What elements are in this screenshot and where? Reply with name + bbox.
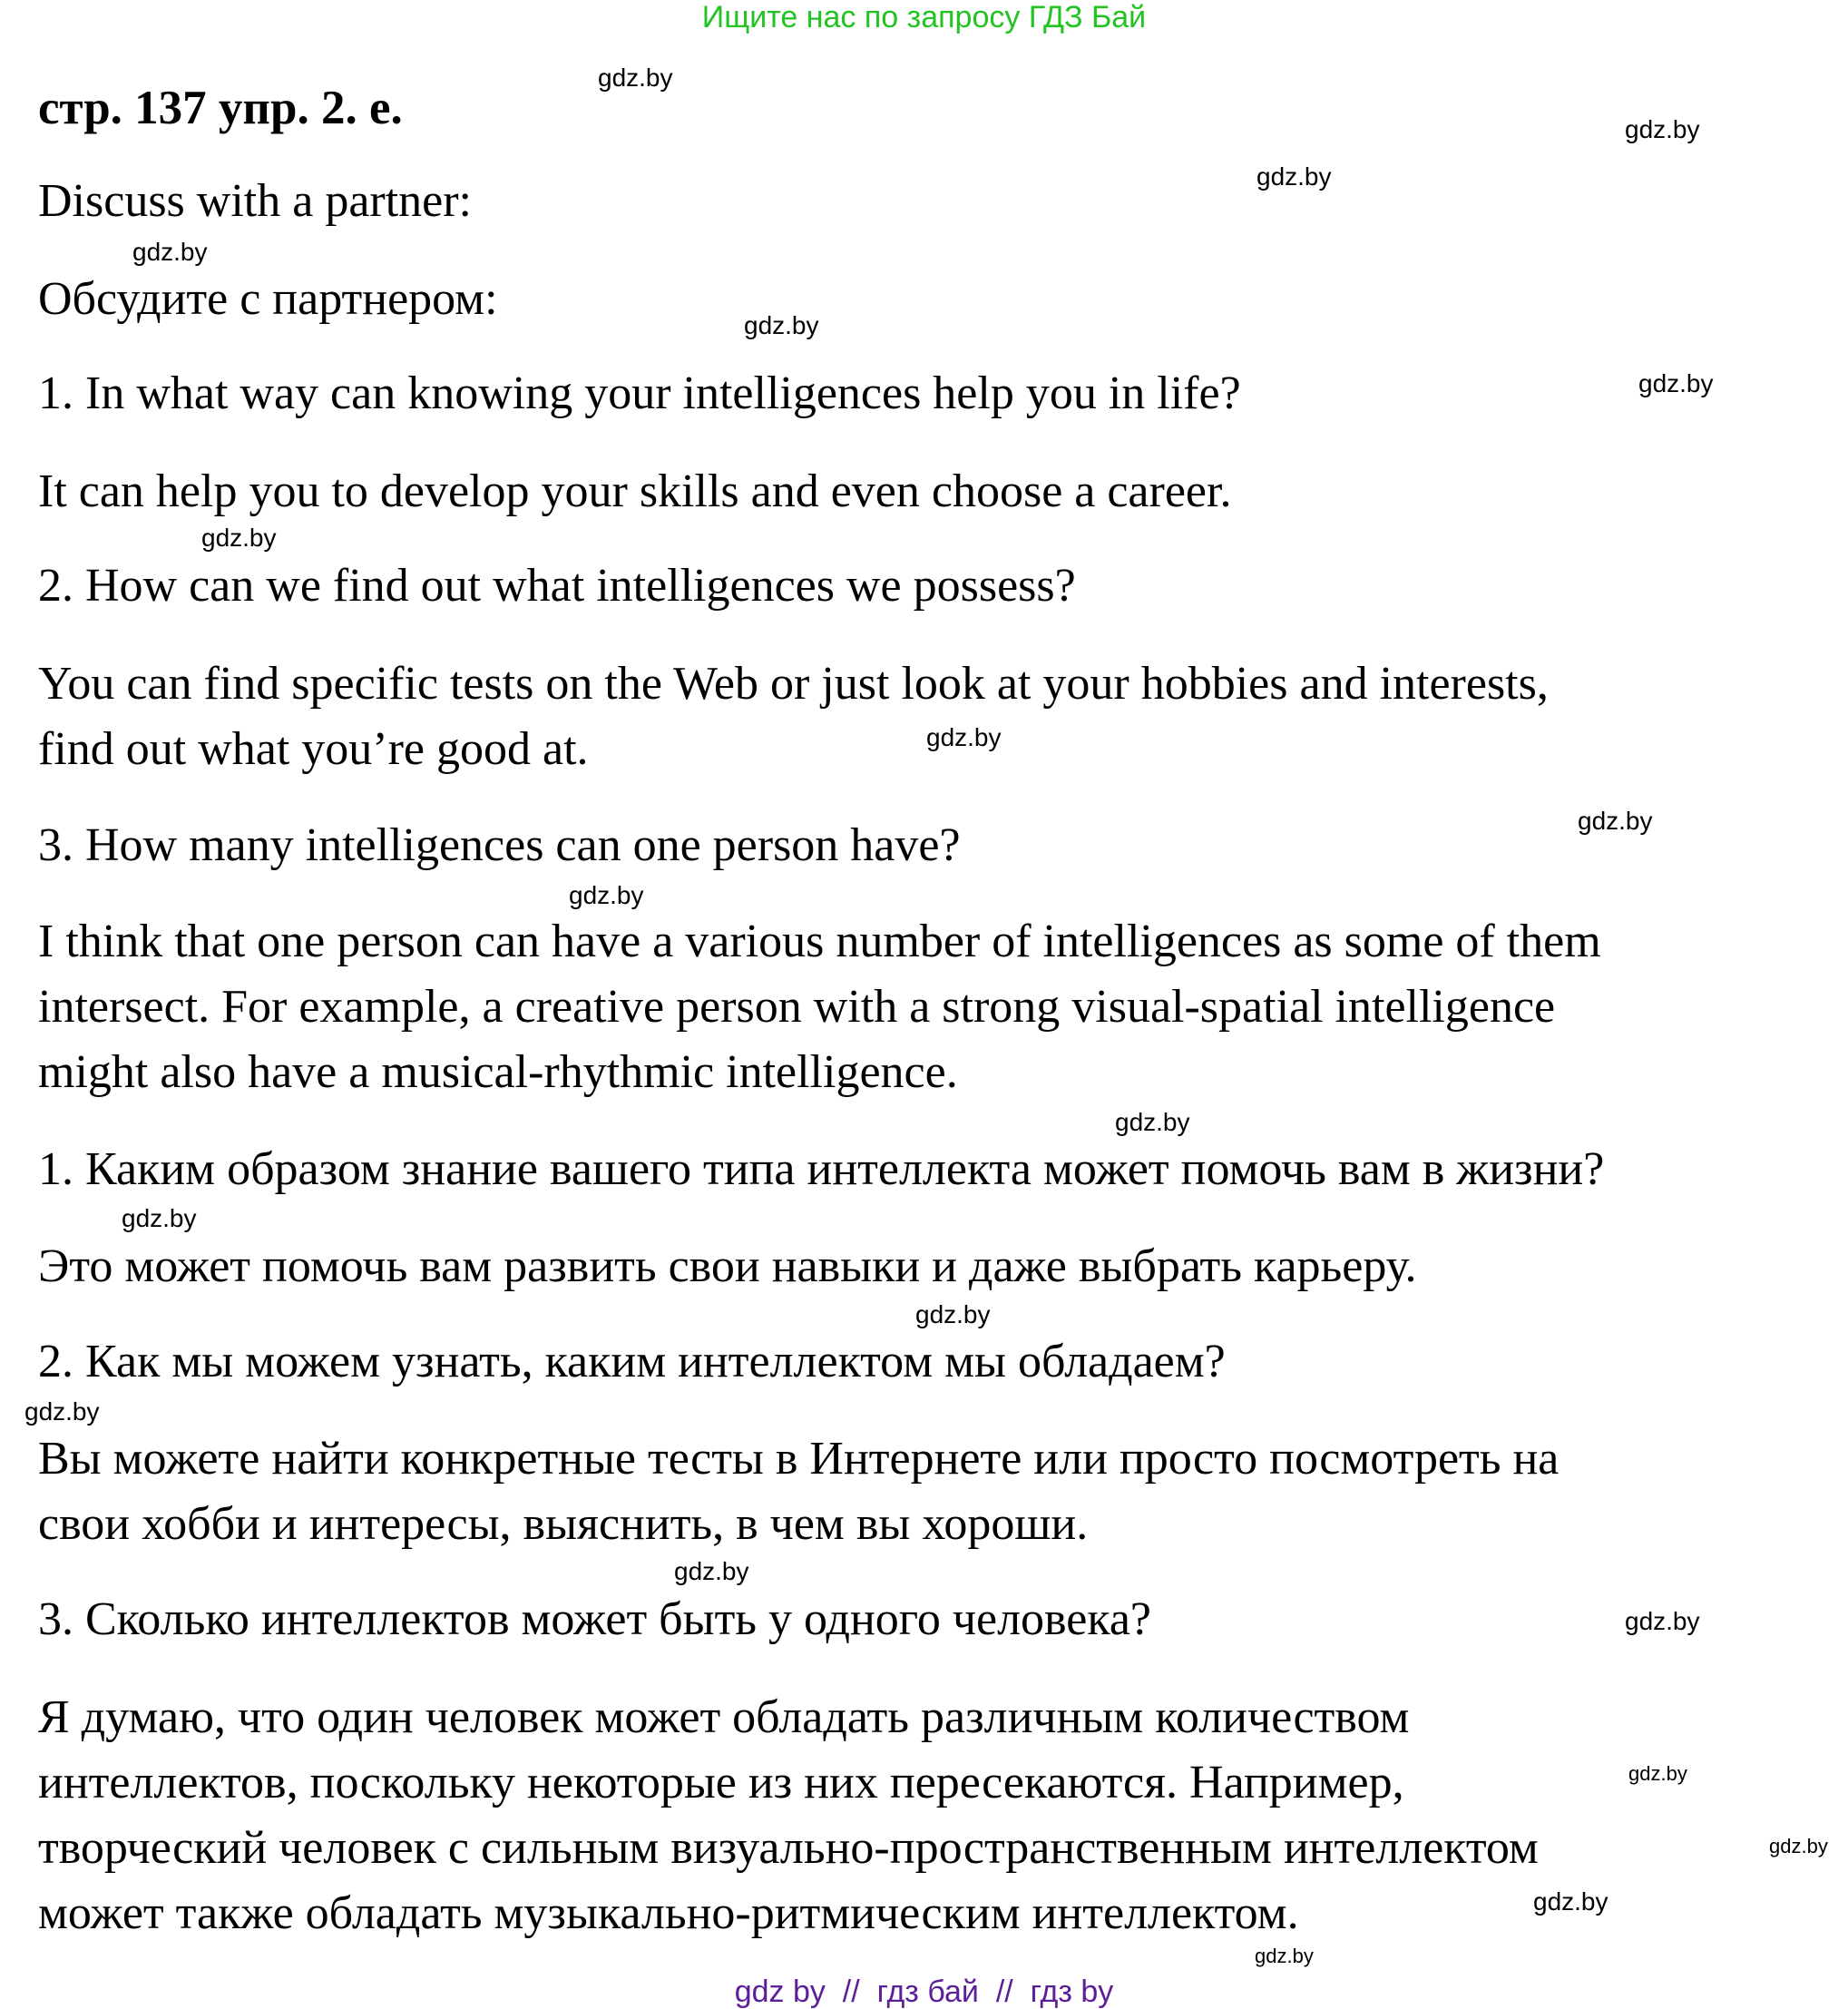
watermark: gdz.by	[122, 1204, 197, 1232]
watermark: gdz.by	[926, 723, 1002, 751]
page-title: стр. 137 упр. 2. е.	[38, 82, 403, 134]
text-line: интеллектов, поскольку некоторые из них пересекаются. Например,	[38, 1757, 1404, 1808]
text-line: 3. How many intelligences can one person have?	[38, 819, 961, 871]
watermark: gdz.by	[1578, 807, 1653, 835]
watermark: gdz.by	[1255, 1945, 1314, 1967]
instruction-ru	[38, 267, 498, 332]
watermark: gdz.by	[1533, 1887, 1608, 1916]
watermark: gdz.by	[1628, 1762, 1687, 1785]
answer-3-en	[38, 909, 1601, 1105]
text-line: intersect. For example, a creative person with a strong visual-spatial intelligence	[38, 981, 1556, 1033]
text-line: 2. How can we find out what intelligences we possess?	[38, 560, 1076, 612]
answer-2-ru	[38, 1426, 1559, 1557]
answer-3-ru	[38, 1685, 1539, 1946]
answer-2-en	[38, 652, 1549, 782]
watermark: gdz.by	[915, 1300, 991, 1328]
text-line: Я думаю, что один человек может обладать различным количеством	[38, 1691, 1410, 1743]
text-line: Это может помочь вам развить свои навыки и даже выбрать карьеру.	[38, 1240, 1417, 1292]
watermark: gdz.by	[1625, 115, 1700, 143]
question-2-ru	[38, 1329, 1226, 1395]
text-line: Discuss with a partner:	[38, 175, 473, 227]
question-1-ru	[38, 1137, 1604, 1202]
watermark: gdz.by	[569, 881, 644, 909]
text-line: свои хобби и интересы, выяснить, в чем вы хороши.	[38, 1498, 1089, 1550]
watermark: gdz.by	[1115, 1108, 1190, 1136]
text-line: might also have a musical-rhythmic intelligence.	[38, 1046, 958, 1098]
watermark: gdz.by	[674, 1557, 749, 1585]
watermark: gdz.by	[201, 524, 277, 552]
text-line: 3. Сколько интеллектов может быть у одного человека?	[38, 1593, 1151, 1645]
question-3-ru	[38, 1587, 1151, 1652]
text-line: может также обладать музыкально-ритмическим интеллектом.	[38, 1887, 1299, 1939]
footer-links: gdz by // гдз бай // гдз by	[734, 1975, 1114, 2009]
text-line: Вы можете найти конкретные тесты в Интернете или просто посмотреть на	[38, 1433, 1560, 1485]
watermark: gdz.by	[744, 311, 819, 339]
watermark: gdz.by	[598, 64, 673, 92]
text-line: творческий человек с сильным визуально-пространственным интеллектом	[38, 1822, 1539, 1874]
text-line: Обсудите с партнером:	[38, 273, 498, 325]
text-line: You can find specific tests on the Web or just look at your hobbies and interests,	[38, 658, 1549, 710]
question-3-en	[38, 813, 961, 878]
instruction-en	[38, 169, 472, 234]
text-line: It can help you to develop your skills and even choose a career.	[38, 466, 1232, 517]
text-line: 2. Как мы можем узнать, каким интеллектом мы обладаем?	[38, 1336, 1226, 1387]
question-1-en	[38, 361, 1241, 426]
watermark: gdz.by	[1256, 162, 1332, 191]
watermark: gdz.by	[1625, 1607, 1700, 1635]
text-line: find out what you’re good at.	[38, 723, 589, 775]
answer-1-ru	[38, 1234, 1416, 1299]
watermark: gdz.by	[24, 1397, 100, 1426]
watermark: gdz.by	[1638, 369, 1714, 397]
header-banner: Ищите нас по запросу ГДЗ Бай	[701, 0, 1147, 34]
text-line: 1. Каким образом знание вашего типа интеллекта может помочь вам в жизни?	[38, 1143, 1605, 1195]
question-2-en	[38, 554, 1076, 619]
watermark: gdz.by	[132, 238, 208, 266]
text-line: 1. In what way can knowing your intelligences help you in life?	[38, 368, 1241, 419]
text-line: I think that one person can have a various number of intelligences as some of them	[38, 916, 1601, 967]
answer-1-en	[38, 459, 1231, 524]
watermark: gdz.by	[1769, 1835, 1828, 1857]
